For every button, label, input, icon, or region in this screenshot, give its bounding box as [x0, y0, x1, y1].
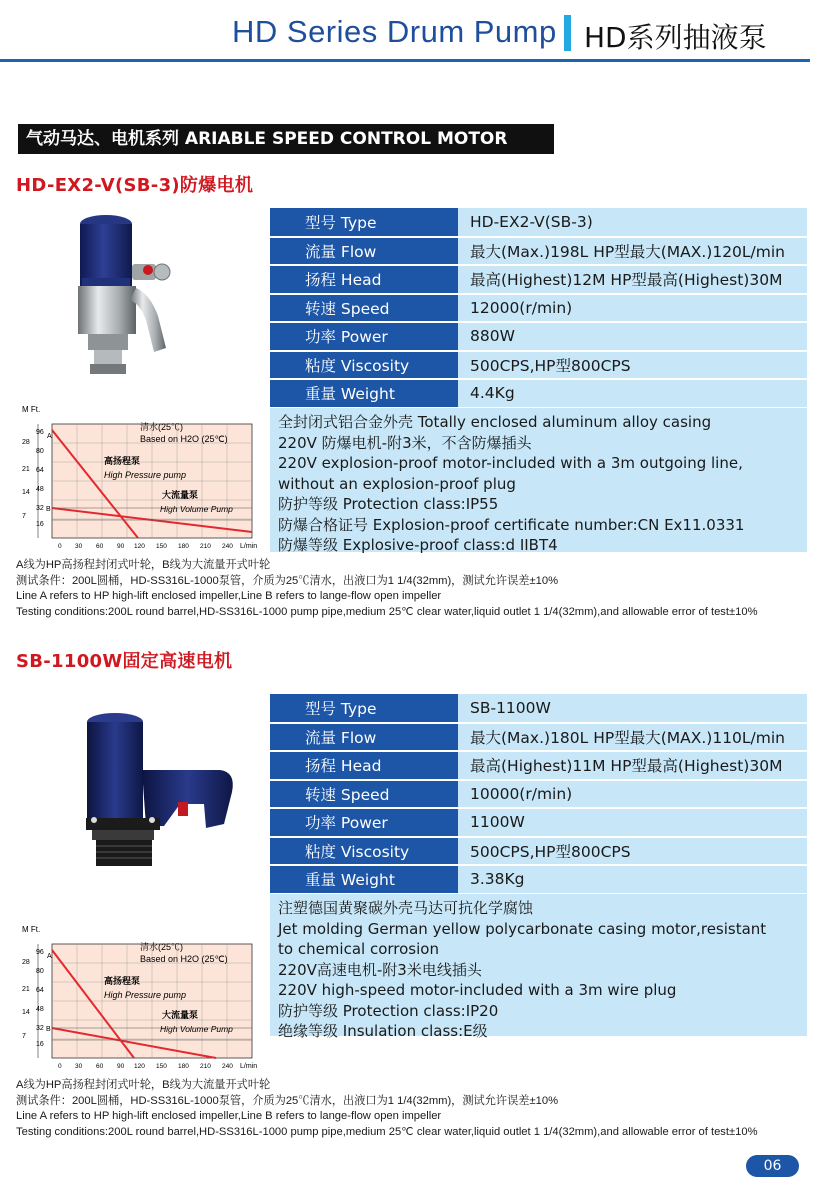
note-line: 防护等级 Protection class:IP55	[278, 495, 499, 513]
spec-label: 粘度 Viscosity	[270, 351, 458, 380]
tick-label: 80	[36, 448, 44, 455]
spec-value: SB-1100W	[458, 694, 807, 723]
note-line: 注塑德国黄聚碳外壳马达可抗化学腐蚀	[278, 899, 534, 917]
spec-label: 型号 Type	[270, 694, 458, 723]
spec-row-viscosity	[270, 837, 807, 866]
spec-value: 500CPS,HP型800CPS	[458, 837, 807, 866]
axis-title: M Ft.	[22, 405, 41, 414]
legend-hv-cn: 大流量泵	[162, 490, 199, 500]
point-b-label: B	[46, 1026, 51, 1033]
tick-label: 7	[22, 1033, 26, 1040]
spec-row-head	[270, 265, 807, 294]
tick-label: 28	[22, 439, 30, 446]
x-unit: L/min	[240, 1063, 258, 1070]
spec-value: 最大(Max.)198L HP型最大(MAX.)120L/min	[458, 237, 807, 266]
page-number: 06	[746, 1155, 799, 1177]
point-b-label: B	[46, 506, 51, 513]
footnote-line: Line A refers to HP high-lift enclosed impeller,Line B refers to lange-flow open impeller	[16, 590, 442, 602]
tick-label: 96	[36, 949, 44, 956]
tick-label: 14	[22, 489, 30, 496]
tick-label: 48	[36, 486, 44, 493]
footnote-line: 测试条件：200L圆桶，HD-SS316L-1000泵管，介质为25℃清水，出液口为1 1/4(32mm)，测试允许误差±10%	[16, 1094, 559, 1107]
x-tick: 150	[156, 543, 167, 550]
header-divider-bar	[564, 15, 571, 51]
spec-label: 流量 Flow	[270, 237, 458, 266]
note-line: to chemical corrosion	[278, 940, 439, 958]
page-header-title: HD Series Drum Pump	[232, 14, 557, 49]
footnote-line: A线为HP高扬程封闭式叶轮，B线为大流量开式叶轮	[16, 559, 271, 571]
tick-label: 96	[36, 429, 44, 436]
x-tick: 150	[156, 1063, 167, 1070]
x-tick: 60	[96, 543, 104, 550]
legend-hv-en: High Volume Pump	[160, 504, 233, 514]
tick-label: 7	[22, 513, 26, 520]
tick-label: 16	[36, 521, 44, 528]
spec-value: 880W	[458, 322, 807, 351]
spec-row-speed	[270, 294, 807, 323]
footnotes-ex2	[16, 558, 758, 620]
x-tick: 120	[134, 543, 145, 550]
spec-label: 重量 Weight	[270, 865, 458, 894]
x-tick: 240	[222, 543, 233, 550]
spec-label: 型号 Type	[270, 208, 458, 237]
note-line: 绝缘等级 Insulation class:E级	[278, 1022, 488, 1040]
page-header-title-cn: HD系列抽液泵	[584, 21, 767, 54]
spec-label: 转速 Speed	[270, 780, 458, 809]
notes-ex2	[270, 408, 807, 552]
legend-hp-en: High Pressure pump	[104, 470, 187, 480]
tick-label: 32	[36, 505, 44, 512]
note-line: 防护等级 Protection class:IP20	[278, 1001, 499, 1020]
spec-value: 最高(Highest)11M HP型最高(Highest)30M	[458, 751, 807, 780]
tick-label: 80	[36, 968, 44, 975]
spec-row-viscosity	[270, 351, 807, 380]
x-tick: 0	[58, 1063, 62, 1070]
note-line: 防爆等级 Explosive-proof class:d IIBT4	[278, 536, 558, 554]
sb1100-motor-photo	[60, 708, 250, 878]
x-tick: 0	[58, 543, 62, 550]
footnote-line: Testing conditions:200L round barrel,HD-SS316L-1000 pump pipe,medium 25℃ clear water,liquid outlet 1 1/4(32mm),and allowable error of test±10%	[16, 605, 758, 618]
note-line: 防爆合格证号 Explosion-proof certificate number:CN Ex11.0331	[278, 515, 745, 534]
legend-hp-cn: 高扬程泵	[104, 976, 141, 986]
spec-row-flow	[270, 237, 807, 266]
x-tick: 240	[222, 1063, 233, 1070]
spec-label: 转速 Speed	[270, 294, 458, 323]
legend-hv-cn: 大流量泵	[162, 1010, 199, 1020]
spec-label: 功率 Power	[270, 322, 458, 351]
tick-label: 14	[22, 1009, 30, 1016]
spec-row-speed	[270, 780, 807, 809]
spec-value: 最高(Highest)12M HP型最高(Highest)30M	[458, 265, 807, 294]
footnote-line: Line A refers to HP high-lift enclosed impeller,Line B refers to lange-flow open impeller	[16, 1110, 442, 1122]
note-line: 220V explosion-proof motor-included with a 3m outgoing line,	[278, 454, 743, 472]
point-a-label: A	[47, 953, 52, 960]
spec-row-weight	[270, 379, 807, 408]
legend-hv-en: High Volume Pump	[160, 1024, 233, 1034]
spec-row-weight	[270, 865, 807, 894]
tick-label: 64	[36, 467, 44, 474]
spec-label: 重量 Weight	[270, 379, 458, 408]
x-tick: 180	[178, 1063, 189, 1070]
spec-label: 粘度 Viscosity	[270, 837, 458, 866]
x-tick: 210	[200, 1063, 211, 1070]
spec-label: 扬程 Head	[270, 751, 458, 780]
header-rule	[0, 59, 810, 62]
tick-label: 48	[36, 1006, 44, 1013]
x-tick: 30	[75, 1063, 83, 1070]
legend-water: 清水(25℃)	[140, 422, 184, 432]
spec-row-head	[270, 751, 807, 780]
axis-title: M Ft.	[22, 925, 41, 934]
tick-label: 21	[22, 986, 30, 993]
tick-label: 28	[22, 959, 30, 966]
note-line: 220V 防爆电机-附3米，不含防爆插头	[278, 433, 532, 452]
x-tick: 90	[117, 543, 125, 550]
spec-table-ex2	[270, 208, 807, 409]
x-tick: 210	[200, 543, 211, 550]
section-title: 气动马达、电机系列 ARIABLE SPEED CONTROL MOTOR	[18, 124, 554, 154]
footnote-line: Testing conditions:200L round barrel,HD-SS316L-1000 pump pipe,medium 25℃ clear water,liquid outlet 1 1/4(32mm),and allowable error of test±10%	[16, 1125, 758, 1138]
tick-label: 32	[36, 1025, 44, 1032]
x-tick: 60	[96, 1063, 104, 1070]
spec-label: 扬程 Head	[270, 265, 458, 294]
x-tick: 120	[134, 1063, 145, 1070]
spec-label: 功率 Power	[270, 808, 458, 837]
note-line: without an explosion-proof plug	[278, 474, 516, 493]
footnote-line: A线为HP高扬程封闭式叶轮，B线为大流量开式叶轮	[16, 1079, 271, 1091]
tick-label: 16	[36, 1041, 44, 1048]
note-line: 全封闭式铝合金外壳 Totally enclosed aluminum alloy casing	[278, 413, 712, 431]
point-a-label: A	[47, 433, 52, 440]
spec-row-power	[270, 322, 807, 351]
note-line: 220V高速电机-附3米电线插头	[278, 960, 482, 979]
x-tick: 30	[75, 543, 83, 550]
note-line: Jet molding German yellow polycarbonate casing motor,resistant	[278, 919, 767, 938]
spec-value: 4.4Kg	[458, 379, 807, 408]
x-tick: 90	[117, 1063, 125, 1070]
performance-curve-ex2	[16, 400, 266, 556]
note-line: 220V high-speed motor-included with a 3m wire plug	[278, 981, 677, 999]
spec-value: 1100W	[458, 808, 807, 837]
legend-based: Based on H2O (25℃)	[140, 954, 228, 964]
spec-value: 3.38Kg	[458, 865, 807, 894]
x-unit: L/min	[240, 543, 258, 550]
tick-label: 64	[36, 987, 44, 994]
spec-row-type	[270, 208, 807, 237]
spec-value: HD-EX2-V(SB-3)	[458, 208, 807, 237]
spec-table-sb1100	[270, 694, 807, 895]
tick-label: 21	[22, 466, 30, 473]
spec-row-type	[270, 694, 807, 723]
legend-hp-en: High Pressure pump	[104, 990, 187, 1000]
notes-sb1100	[270, 894, 807, 1040]
performance-curve-sb1100	[16, 920, 266, 1076]
footnote-line: 测试条件：200L圆桶，HD-SS316L-1000泵管，介质为25℃清水，出液口为1 1/4(32mm)，测试允许误差±10%	[16, 574, 559, 587]
footnotes-sb1100	[16, 1078, 758, 1140]
spec-value: 最大(Max.)180L HP型最大(MAX.)110L/min	[458, 723, 807, 752]
spec-row-flow	[270, 723, 807, 752]
spec-row-power	[270, 808, 807, 837]
spec-label: 流量 Flow	[270, 723, 458, 752]
spec-value: 500CPS,HP型800CPS	[458, 351, 807, 380]
product-title-sb1100: SB-1100W固定高速电机	[16, 651, 233, 672]
spec-value: 12000(r/min)	[458, 294, 807, 323]
legend-hp-cn: 高扬程泵	[104, 456, 141, 466]
legend-water: 清水(25℃)	[140, 942, 184, 952]
spec-value: 10000(r/min)	[458, 780, 807, 809]
legend-based: Based on H2O (25℃)	[140, 434, 228, 444]
ex2-motor-photo	[58, 208, 188, 388]
x-tick: 180	[178, 543, 189, 550]
product-title-ex2: HD-EX2-V(SB-3)防爆电机	[16, 175, 254, 196]
